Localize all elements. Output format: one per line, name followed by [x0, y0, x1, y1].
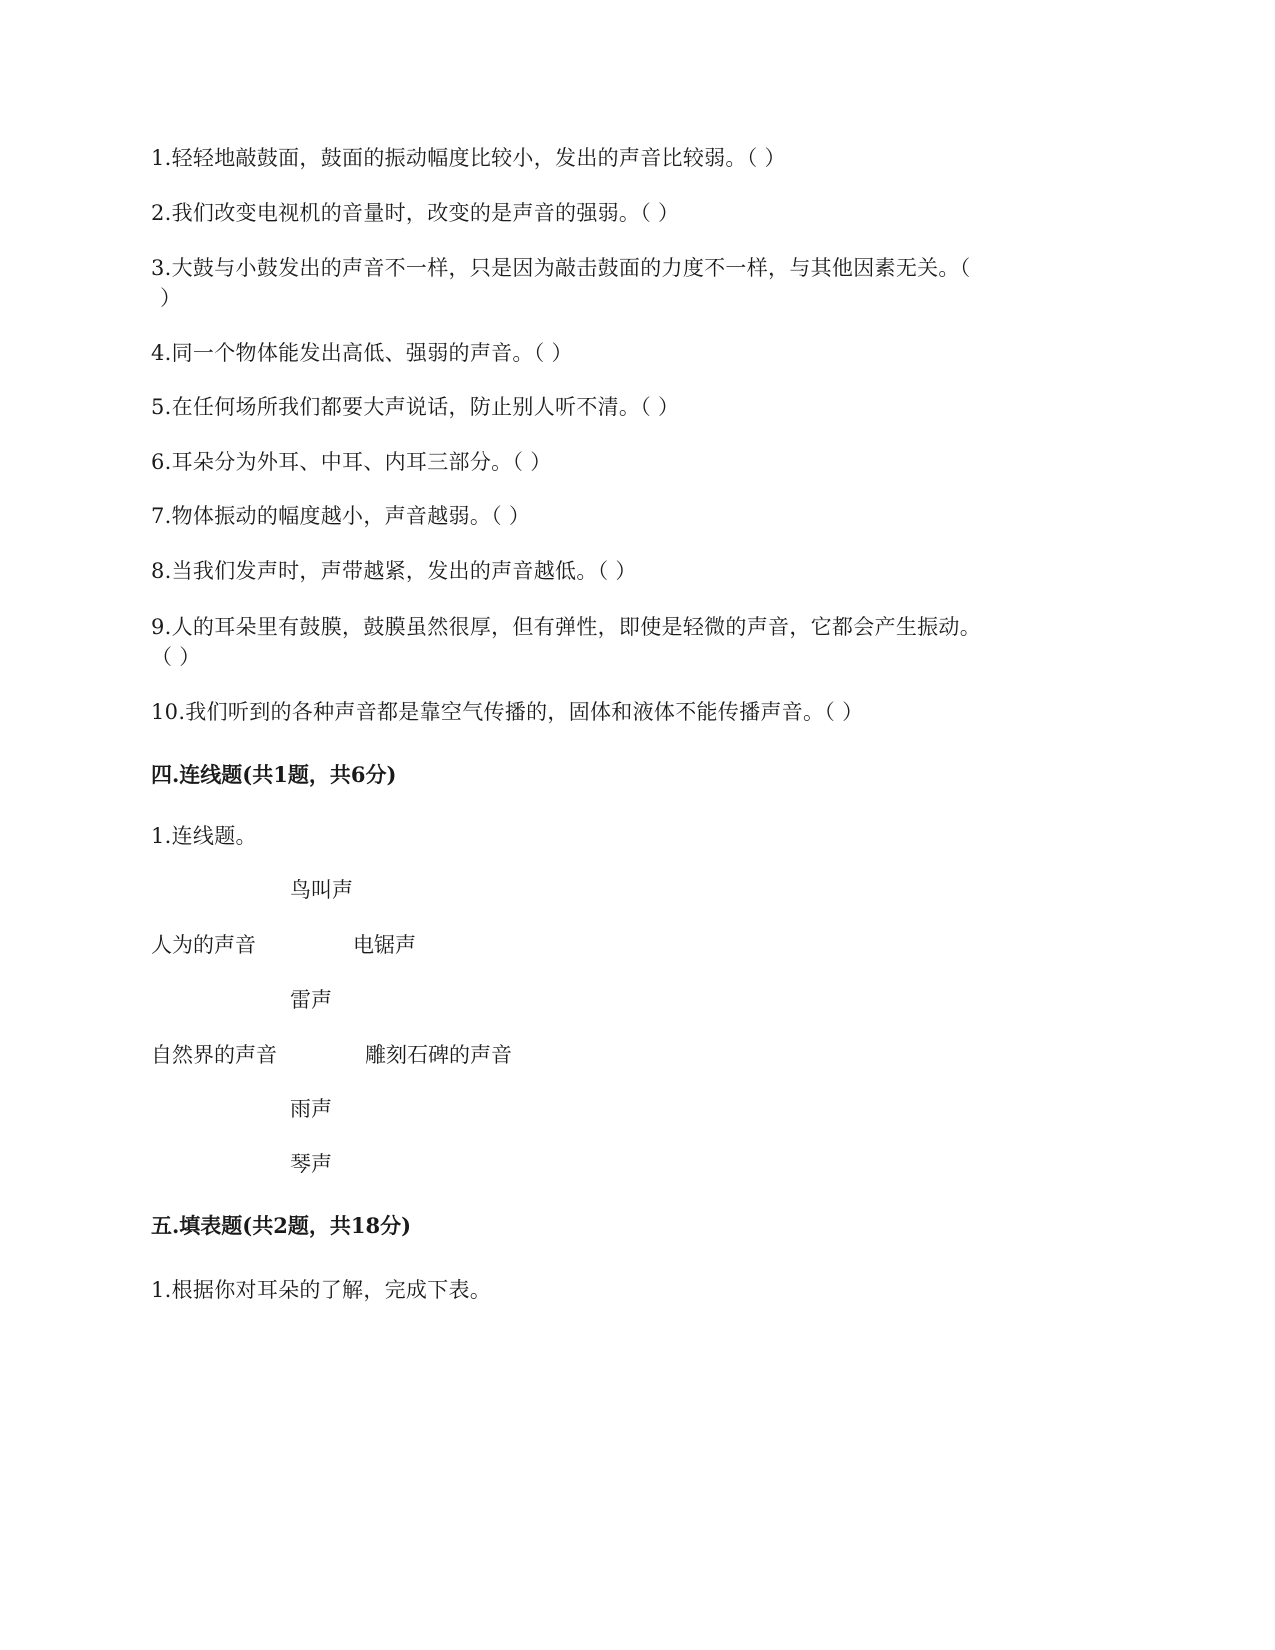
question-9-continuation: （ ） [151, 645, 201, 669]
question-2: 2.我们改变电视机的音量时，改变的是声音的强弱。（ ） [151, 201, 680, 225]
question-9: 9.人的耳朵里有鼓膜，鼓膜虽然很厚，但有弹性，即使是轻微的声音，它都会产生振动。 [151, 615, 982, 639]
section-4-question: 1.连线题。 [151, 824, 257, 848]
section-4-heading: 四.连线题(共1题，共6分) [151, 762, 397, 787]
question-8: 8.当我们发声时，声带越紧，发出的声音越低。（ ） [151, 559, 637, 583]
match-left-item: 自然界的声音 [151, 1043, 277, 1067]
question-1: 1.轻轻地敲鼓面，鼓面的振动幅度比较小，发出的声音比较弱。（ ） [151, 146, 786, 170]
section-5-heading: 五.填表题(共2题，共18分) [151, 1213, 412, 1238]
question-10: 10.我们听到的各种声音都是靠空气传播的，固体和液体不能传播声音。（ ） [151, 700, 864, 724]
question-7: 7.物体振动的幅度越小，声音越弱。（ ） [151, 504, 531, 528]
match-right-item: 雕刻石碑的声音 [365, 1043, 512, 1067]
question-4: 4.同一个物体能发出高低、强弱的声音。（ ） [151, 341, 573, 365]
match-right-item: 琴声 [290, 1152, 332, 1176]
match-left-item: 人为的声音 [151, 933, 256, 957]
match-right-item: 雨声 [290, 1097, 332, 1121]
match-right-item: 电锯声 [353, 933, 416, 957]
question-6: 6.耳朵分为外耳、中耳、内耳三部分。（ ） [151, 450, 552, 474]
match-right-item: 鸟叫声 [290, 878, 353, 902]
question-3: 3.大鼓与小鼓发出的声音不一样，只是因为敲击鼓面的力度不一样，与其他因素无关。（ [151, 256, 971, 280]
question-5: 5.在任何场所我们都要大声说话，防止别人听不清。（ ） [151, 395, 680, 419]
section-5-question: 1.根据你对耳朵的了解，完成下表。 [151, 1278, 492, 1302]
match-right-item: 雷声 [290, 988, 332, 1012]
question-3-continuation: ） [160, 286, 182, 310]
